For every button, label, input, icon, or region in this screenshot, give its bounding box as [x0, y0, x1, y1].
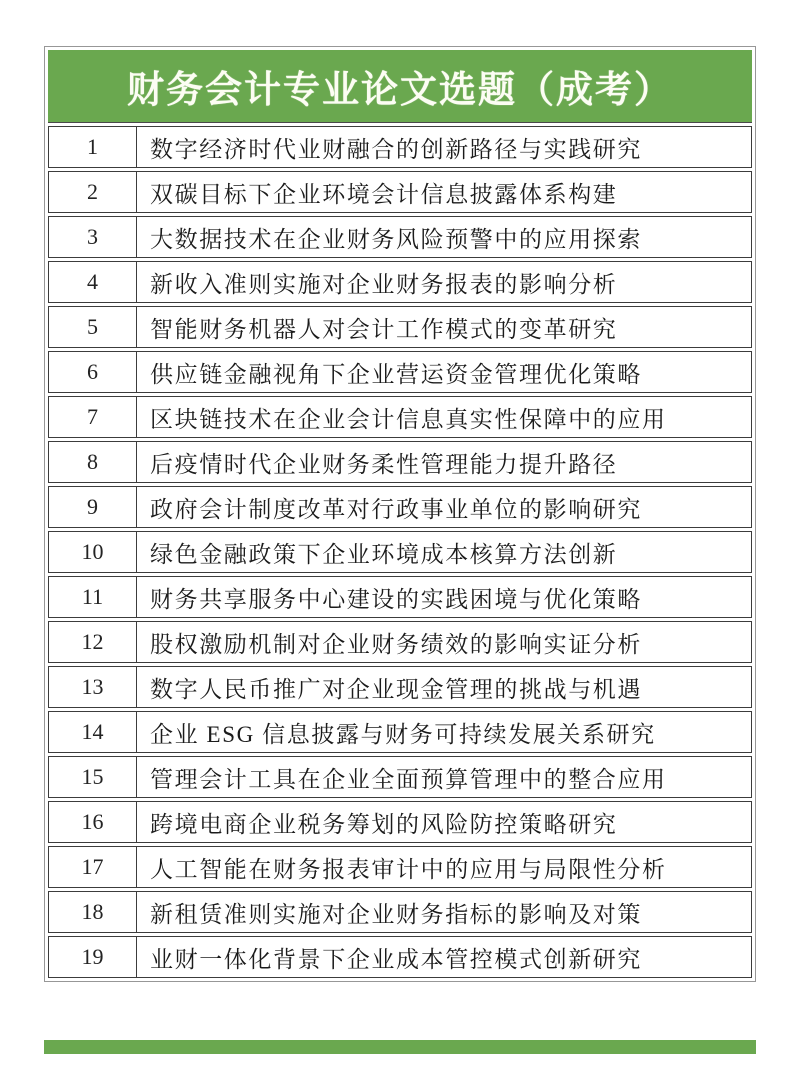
topics-table — [44, 46, 756, 982]
row-topic: 政府会计制度改革对行政事业单位的影响研究 — [150, 496, 642, 522]
table-row — [48, 126, 752, 168]
row-topic: 供应链金融视角下企业营运资金管理优化策略 — [150, 361, 642, 387]
table-row — [48, 531, 752, 573]
row-topic: 人工智能在财务报表审计中的应用与局限性分析 — [150, 856, 667, 882]
row-number: 9 — [49, 487, 137, 527]
row-topic: 绿色金融政策下企业环境成本核算方法创新 — [150, 541, 618, 567]
table-header — [48, 50, 752, 123]
table-row — [48, 441, 752, 483]
row-topic: 大数据技术在企业财务风险预警中的应用探索 — [150, 226, 642, 252]
row-topic: 跨境电商企业税务筹划的风险防控策略研究 — [150, 811, 618, 837]
page-title: 财务会计专业论文选题（成考） — [127, 70, 673, 111]
row-number: 13 — [49, 667, 137, 707]
row-topic: 业财一体化背景下企业成本管控模式创新研究 — [150, 946, 642, 972]
table-row — [48, 216, 752, 258]
row-topic: 新收入准则实施对企业财务报表的影响分析 — [150, 271, 618, 297]
table-row — [48, 756, 752, 798]
row-topic: 智能财务机器人对会计工作模式的变革研究 — [150, 316, 618, 342]
row-number: 15 — [49, 757, 137, 797]
row-number: 5 — [49, 307, 137, 347]
row-number: 1 — [49, 127, 137, 167]
table-row — [48, 396, 752, 438]
table-row — [48, 711, 752, 753]
row-number: 8 — [49, 442, 137, 482]
row-number: 17 — [49, 847, 137, 887]
table-row — [48, 306, 752, 348]
table-row — [48, 576, 752, 618]
row-topic: 企业 ESG 信息披露与财务可持续发展关系研究 — [150, 721, 656, 747]
row-number: 14 — [49, 712, 137, 752]
table-body — [48, 126, 752, 978]
row-topic: 股权激励机制对企业财务绩效的影响实证分析 — [150, 631, 642, 657]
row-topic: 管理会计工具在企业全面预算管理中的整合应用 — [150, 766, 667, 792]
row-number: 6 — [49, 352, 137, 392]
row-number: 4 — [49, 262, 137, 302]
table-row — [48, 486, 752, 528]
row-topic: 区块链技术在企业会计信息真实性保障中的应用 — [150, 406, 667, 432]
row-number: 3 — [49, 217, 137, 257]
row-number: 19 — [49, 937, 137, 977]
table-row — [48, 621, 752, 663]
row-number: 11 — [49, 577, 137, 617]
row-topic: 新租赁准则实施对企业财务指标的影响及对策 — [150, 901, 642, 927]
row-topic: 数字经济时代业财融合的创新路径与实践研究 — [150, 136, 642, 162]
table-row — [48, 666, 752, 708]
row-number: 2 — [49, 172, 137, 212]
next-section-header-partial — [44, 1040, 756, 1054]
row-topic: 后疫情时代企业财务柔性管理能力提升路径 — [150, 451, 618, 477]
table-row — [48, 846, 752, 888]
table-row — [48, 936, 752, 978]
row-number: 7 — [49, 397, 137, 437]
table-row — [48, 351, 752, 393]
row-topic: 数字人民币推广对企业现金管理的挑战与机遇 — [150, 676, 642, 702]
row-number: 18 — [49, 892, 137, 932]
table-row — [48, 801, 752, 843]
table-row — [48, 171, 752, 213]
row-topic: 财务共享服务中心建设的实践困境与优化策略 — [150, 586, 642, 612]
table-row — [48, 261, 752, 303]
row-number: 16 — [49, 802, 137, 842]
row-number: 12 — [49, 622, 137, 662]
row-number: 10 — [49, 532, 137, 572]
row-topic: 双碳目标下企业环境会计信息披露体系构建 — [150, 181, 618, 207]
table-row — [48, 891, 752, 933]
